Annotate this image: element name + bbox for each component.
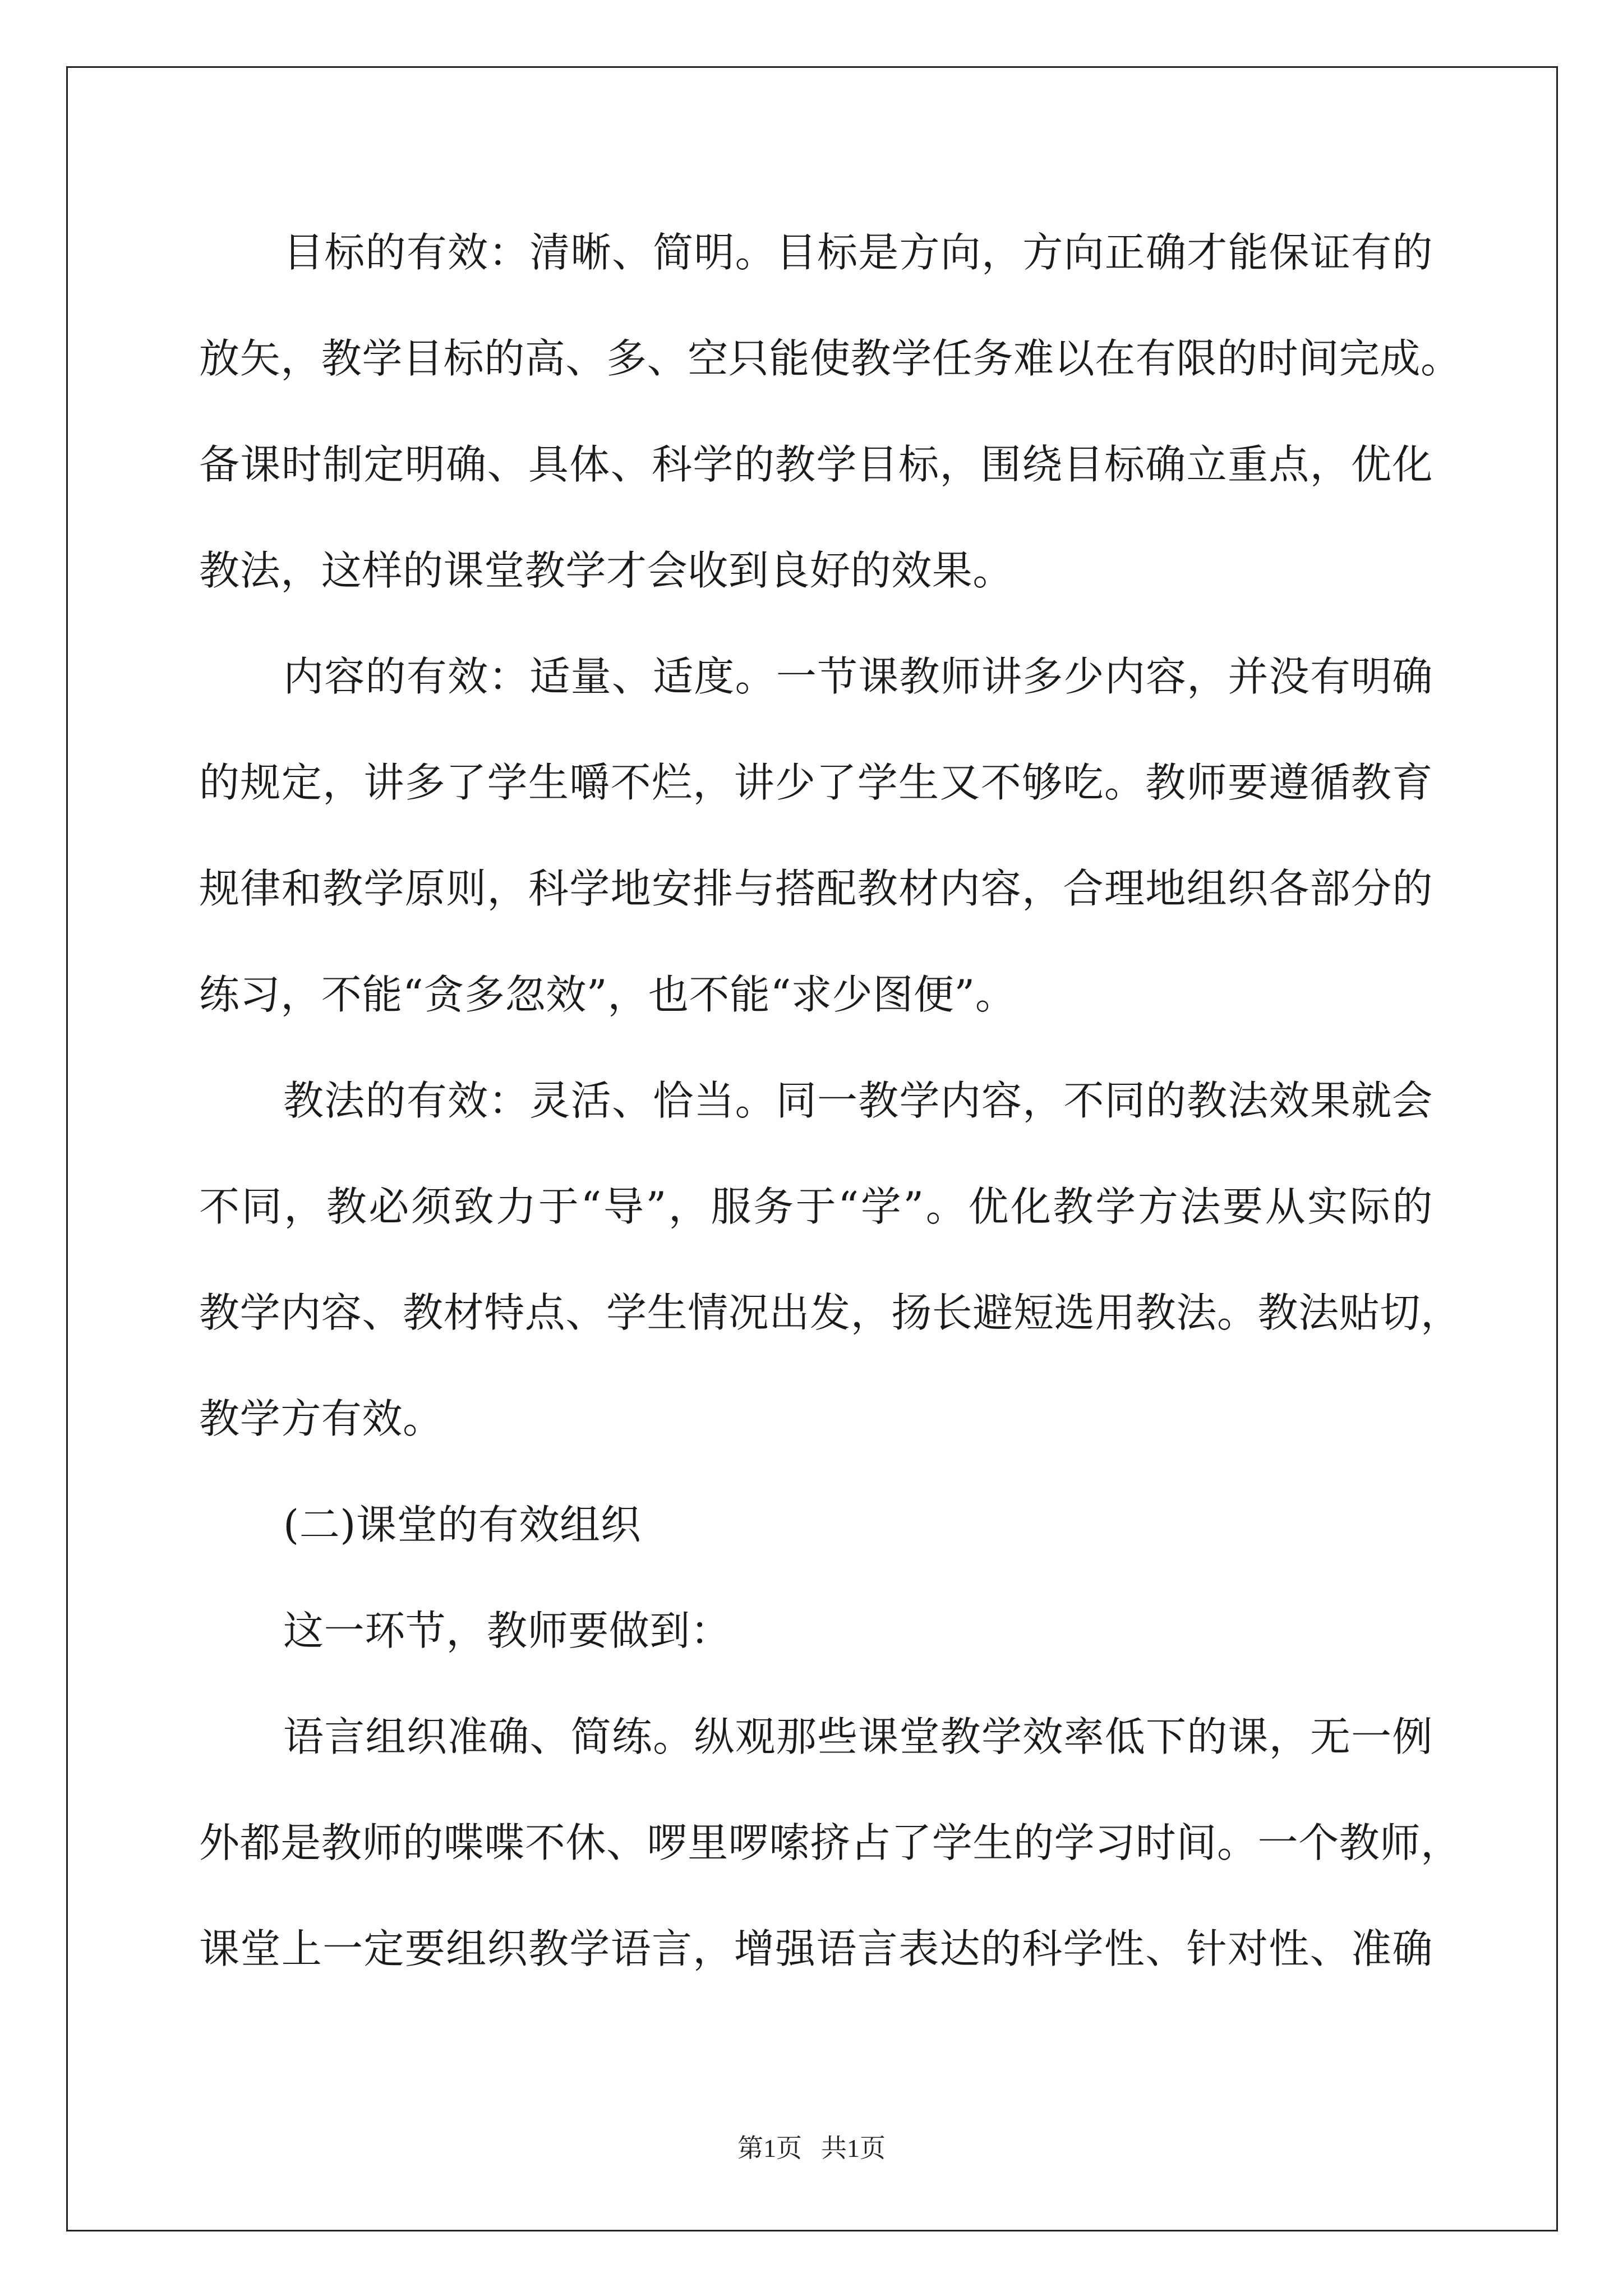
paragraph-line: 教学内容、教材特点、学生情况出发，扬长避短选用教法。教法贴切， (199, 1289, 1461, 1336)
paragraph-line: 规律和教学原则，科学地安排与搭配教材内容，合理地组织各部分的 (199, 865, 1433, 912)
page-footer (0, 2132, 1623, 2165)
paragraph-line: 外都是教师的喋喋不休、啰里啰嗦挤占了学生的学习时间。一个教师， (199, 1819, 1461, 1866)
paragraph-line: 放矢，教学目标的高、多、空只能使教学任务难以在有限的时间完成。 (199, 335, 1461, 382)
paragraph-line: 备课时制定明确、具体、科学的教学目标，围绕目标确立重点，优化 (199, 441, 1433, 488)
paragraph-line: 目标的有效：清晰、简明。目标是方向，方向正确才能保证有的 (283, 229, 1433, 276)
paragraph-line: 的规定，讲多了学生嚼不烂，讲少了学生又不够吃。教师要遵循教育 (199, 759, 1433, 806)
paragraph-line: 语言组织准确、简练。纵观那些课堂教学效率低下的课，无一例 (283, 1713, 1433, 1760)
page-total: 共1页 (821, 2134, 886, 2162)
page-number: 第1页 (737, 2134, 802, 2162)
paragraph-line: 练习，不能“贪多忽效”，也不能“求少图便”。 (199, 971, 1016, 1018)
section-heading: (二)课堂的有效组织 (283, 1501, 642, 1548)
paragraph-line: 教法的有效：灵活、恰当。同一教学内容，不同的教法效果就会 (283, 1077, 1433, 1124)
paragraph-line: 教学方有效。 (199, 1395, 444, 1442)
document-body (199, 216, 1461, 2018)
paragraph-line: 内容的有效：适量、适度。一节课教师讲多少内容，并没有明确 (283, 653, 1433, 700)
paragraph-line: 这一环节，教师要做到： (283, 1607, 731, 1654)
paragraph-line: 课堂上一定要组织教学语言，增强语言表达的科学性、针对性、准确 (199, 1925, 1433, 1972)
paragraph-line: 教法，这样的课堂教学才会收到良好的效果。 (199, 547, 1014, 594)
paragraph-line: 不同，教必须致力于“导”，服务于“学”。优化教学方法要从实际的 (199, 1183, 1433, 1230)
